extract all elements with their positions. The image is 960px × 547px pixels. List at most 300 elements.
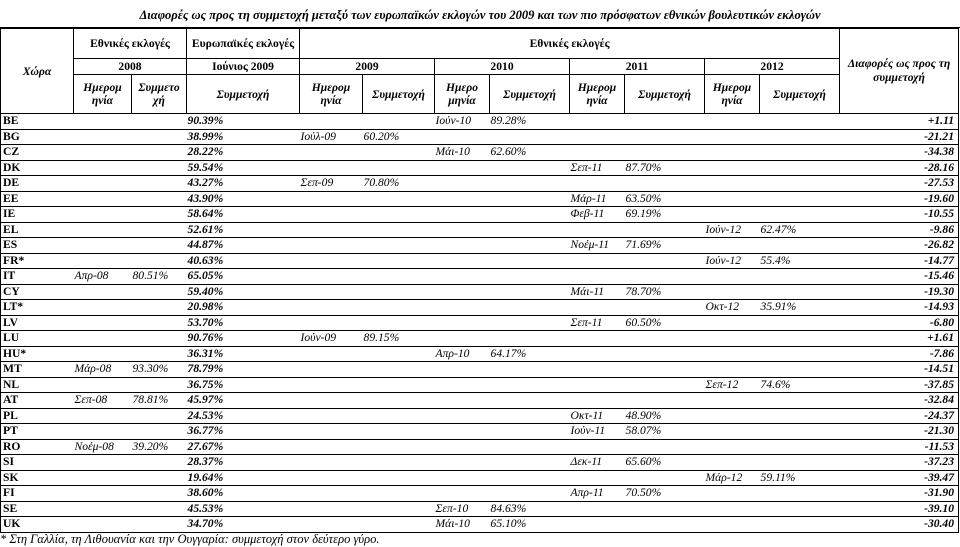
cell-d11 <box>570 393 625 409</box>
cell-t08: 39.20% <box>132 439 169 453</box>
cell-d10 <box>435 207 490 223</box>
cell-d08 <box>74 408 132 424</box>
cell-d10: Απρ-10 <box>435 346 470 360</box>
cell-d10 <box>435 284 490 300</box>
cell-t11 <box>625 222 705 238</box>
table-row <box>1 176 959 192</box>
cell-d12 <box>705 393 760 409</box>
cell-d09 <box>300 284 363 300</box>
cell-t11: 87.70% <box>625 160 662 174</box>
cell-t09 <box>363 362 435 378</box>
cell-diff: -9.86 <box>840 222 959 238</box>
cell-t08 <box>132 284 187 300</box>
cell-t12 <box>760 145 840 161</box>
cell-t09 <box>363 145 435 161</box>
cell-t08 <box>132 145 187 161</box>
cell-eu: 78.79% <box>187 362 224 375</box>
header-national-2008-group: Εθνικές εκλογές <box>74 29 187 59</box>
cell-d10: Μάι-10 <box>435 517 470 530</box>
cell-d09 <box>300 269 363 285</box>
cell-d12 <box>705 114 760 130</box>
cell-d09 <box>300 408 363 424</box>
cell-eu: 44.87% <box>187 238 224 251</box>
cell-t11 <box>625 393 705 409</box>
cell-d08 <box>74 176 132 192</box>
cell-t10 <box>490 408 570 424</box>
cell-d12 <box>705 207 760 223</box>
cell-t09: 70.80% <box>363 176 400 189</box>
cell-t08 <box>132 222 187 238</box>
cell-t09 <box>363 486 435 502</box>
cell-t12 <box>760 455 840 471</box>
cell-t11 <box>625 346 705 362</box>
cell-d11 <box>570 114 625 130</box>
cell-country: FI <box>1 486 74 502</box>
header-year-2011: 2011 <box>570 59 705 75</box>
cell-diff: -32.84 <box>840 393 959 409</box>
turnout-table <box>0 28 959 533</box>
cell-d08 <box>74 486 132 502</box>
cell-t12: 74.6% <box>760 377 791 391</box>
cell-t08 <box>132 253 187 269</box>
cell-t10 <box>490 393 570 409</box>
cell-d10 <box>435 238 490 254</box>
cell-d08 <box>74 191 132 207</box>
cell-d10 <box>435 455 490 471</box>
cell-t09: 89.15% <box>363 331 400 344</box>
cell-t08 <box>132 160 187 176</box>
cell-diff: -6.80 <box>840 315 959 331</box>
header-date-2011: Ημερομ ηνία <box>570 75 625 114</box>
cell-d08 <box>74 377 132 393</box>
cell-t08 <box>132 470 187 486</box>
cell-t11: 71.69% <box>625 238 662 251</box>
cell-d10 <box>435 176 490 192</box>
cell-diff: -37.23 <box>840 455 959 471</box>
cell-t11: 60.50% <box>625 315 662 329</box>
cell-t09 <box>363 300 435 316</box>
cell-diff: -27.53 <box>840 176 959 192</box>
table-row <box>1 408 959 424</box>
cell-eu: 90.76% <box>187 331 224 344</box>
cell-t12 <box>760 346 840 362</box>
header-euro-group: Ευρωπαϊκές εκλογές <box>187 29 300 59</box>
cell-d10 <box>435 300 490 316</box>
cell-t10: 64.17% <box>490 346 527 360</box>
cell-d10 <box>435 315 490 331</box>
cell-t09 <box>363 377 435 393</box>
cell-t11 <box>625 269 705 285</box>
cell-d11: Οκτ-11 <box>570 408 604 422</box>
cell-d11 <box>570 517 625 533</box>
cell-d08: Σεπ-08 <box>74 393 108 406</box>
cell-t10 <box>490 160 570 176</box>
cell-t08 <box>132 377 187 393</box>
cell-t11 <box>625 300 705 316</box>
cell-diff: -37.85 <box>840 377 959 393</box>
cell-t11: 48.90% <box>625 408 662 422</box>
cell-eu: 43.90% <box>187 191 224 205</box>
cell-country: CY <box>1 284 74 300</box>
cell-d10: Ιούν-10 <box>435 114 472 127</box>
cell-t08 <box>132 315 187 331</box>
cell-d09 <box>300 315 363 331</box>
cell-t12 <box>760 362 840 378</box>
cell-country: SE <box>1 501 74 517</box>
cell-d09 <box>300 424 363 440</box>
cell-d10: Μάι-10 <box>435 145 470 158</box>
cell-d09 <box>300 362 363 378</box>
cell-diff: -30.40 <box>840 517 959 533</box>
cell-d11 <box>570 176 625 192</box>
header-year-2009: 2009 <box>300 59 435 75</box>
cell-d12 <box>705 331 760 347</box>
cell-t11: 58.07% <box>625 424 662 437</box>
cell-d11 <box>570 145 625 161</box>
cell-d09 <box>300 238 363 254</box>
header-turnout-2008: Συμμετο χή <box>132 75 187 114</box>
cell-t09 <box>363 408 435 424</box>
cell-d11 <box>570 470 625 486</box>
cell-d11: Μάι-11 <box>570 284 605 298</box>
cell-t08: 93.30% <box>132 362 169 375</box>
cell-d09: Ιούλ-09 <box>300 129 336 143</box>
cell-t09 <box>363 207 435 223</box>
cell-d11 <box>570 269 625 285</box>
cell-t12: 35.91% <box>760 300 797 313</box>
cell-d10 <box>435 253 490 269</box>
cell-d09: Ιούν-09 <box>300 331 337 344</box>
cell-t12: 62.47% <box>760 222 797 236</box>
header-national-group: Εθνικές εκλογές <box>300 29 840 59</box>
cell-d11: Ιούν-11 <box>570 424 606 437</box>
cell-d08 <box>74 517 132 533</box>
cell-country: SK <box>1 470 74 486</box>
cell-eu: 53.70% <box>187 315 224 329</box>
table-row <box>1 517 959 533</box>
cell-diff: -19.60 <box>840 191 959 207</box>
cell-d12: Μάρ-12 <box>705 470 743 484</box>
cell-d12 <box>705 129 760 145</box>
cell-country: IT <box>1 269 74 285</box>
cell-country: CZ <box>1 145 74 161</box>
cell-eu: 38.99% <box>187 129 224 143</box>
cell-t12 <box>760 439 840 455</box>
cell-t11 <box>625 377 705 393</box>
cell-t11: 65.60% <box>625 455 662 468</box>
cell-d10 <box>435 191 490 207</box>
cell-d11 <box>570 300 625 316</box>
cell-country: SI <box>1 455 74 471</box>
cell-d11 <box>570 129 625 145</box>
cell-t12 <box>760 315 840 331</box>
cell-d08 <box>74 253 132 269</box>
cell-country: NL <box>1 377 74 393</box>
table-row <box>1 424 959 440</box>
cell-d12 <box>705 424 760 440</box>
table-row <box>1 455 959 471</box>
cell-country: RO <box>1 439 74 455</box>
cell-t10 <box>490 129 570 145</box>
cell-t12 <box>760 393 840 409</box>
cell-d12 <box>705 501 760 517</box>
cell-d09 <box>300 222 363 238</box>
cell-d09 <box>300 455 363 471</box>
cell-d08 <box>74 160 132 176</box>
cell-d12: Ιούν-12 <box>705 253 742 267</box>
cell-eu: 58.64% <box>187 207 224 220</box>
cell-d09 <box>300 439 363 455</box>
cell-t08 <box>132 191 187 207</box>
cell-d12 <box>705 145 760 161</box>
cell-country: HU* <box>1 346 74 362</box>
cell-diff: -11.53 <box>840 439 959 455</box>
cell-diff: -39.47 <box>840 470 959 486</box>
cell-d11: Δεκ-11 <box>570 455 603 468</box>
cell-t12 <box>760 238 840 254</box>
cell-t09 <box>363 238 435 254</box>
header-date-2012: Ημερομ ηνία <box>705 75 760 114</box>
cell-eu: 27.67% <box>187 439 224 453</box>
header-row-2 <box>1 59 959 75</box>
cell-t12 <box>760 176 840 192</box>
header-date-2008: Ημερομ ηνία <box>74 75 132 114</box>
cell-t10: 65.10% <box>490 517 527 530</box>
cell-t10 <box>490 331 570 347</box>
cell-t11: 70.50% <box>625 486 662 499</box>
cell-t09 <box>363 455 435 471</box>
cell-country: IE <box>1 207 74 223</box>
cell-diff: -14.93 <box>840 300 959 316</box>
cell-t10 <box>490 176 570 192</box>
cell-d10 <box>435 408 490 424</box>
cell-t12 <box>760 517 840 533</box>
cell-d12 <box>705 315 760 331</box>
cell-d12: Σεπ-12 <box>705 377 739 391</box>
cell-diff: -14.51 <box>840 362 959 378</box>
cell-country: LT* <box>1 300 74 316</box>
table-row <box>1 362 959 378</box>
cell-country: ES <box>1 238 74 254</box>
cell-d08 <box>74 455 132 471</box>
cell-d09 <box>300 377 363 393</box>
table-row <box>1 145 959 161</box>
cell-t10 <box>490 207 570 223</box>
cell-t10 <box>490 269 570 285</box>
cell-t08 <box>132 346 187 362</box>
cell-t11 <box>625 439 705 455</box>
table-row <box>1 191 959 207</box>
cell-diff: +1.11 <box>840 114 959 130</box>
header-year-2010: 2010 <box>435 59 570 75</box>
cell-t11: 69.19% <box>625 207 662 220</box>
cell-t10 <box>490 439 570 455</box>
cell-eu: 40.63% <box>187 253 224 267</box>
cell-t10 <box>490 284 570 300</box>
cell-t11: 63.50% <box>625 191 662 205</box>
cell-eu: 36.75% <box>187 377 224 391</box>
cell-eu: 59.40% <box>187 284 224 298</box>
header-country: Χώρα <box>1 29 74 114</box>
cell-t09 <box>363 269 435 285</box>
cell-country: UK <box>1 517 74 533</box>
cell-d12 <box>705 455 760 471</box>
cell-country: MT <box>1 362 74 378</box>
cell-eu: 45.53% <box>187 501 224 515</box>
cell-t10 <box>490 486 570 502</box>
cell-d10 <box>435 470 490 486</box>
cell-eu: 65.05% <box>187 269 224 282</box>
cell-d12 <box>705 176 760 192</box>
header-year-2012: 2012 <box>705 59 840 75</box>
cell-d12: Ιούν-12 <box>705 222 742 236</box>
cell-t12 <box>760 269 840 285</box>
cell-d11 <box>570 331 625 347</box>
cell-eu: 45.97% <box>187 393 224 406</box>
cell-d11 <box>570 222 625 238</box>
cell-diff: -15.46 <box>840 269 959 285</box>
cell-t10 <box>490 238 570 254</box>
table-row <box>1 439 959 455</box>
cell-t08 <box>132 501 187 517</box>
table-row <box>1 346 959 362</box>
cell-eu: 19.64% <box>187 470 224 484</box>
cell-t10: 89.28% <box>490 114 527 127</box>
cell-country: EE <box>1 191 74 207</box>
cell-d11 <box>570 377 625 393</box>
cell-t11 <box>625 470 705 486</box>
cell-t12 <box>760 207 840 223</box>
cell-t11 <box>625 362 705 378</box>
cell-d08 <box>74 331 132 347</box>
cell-diff: -31.90 <box>840 486 959 502</box>
cell-t08 <box>132 486 187 502</box>
cell-d12 <box>705 408 760 424</box>
cell-d12 <box>705 517 760 533</box>
table-row <box>1 377 959 393</box>
cell-diff: -19.30 <box>840 284 959 300</box>
table-row <box>1 114 959 130</box>
cell-t09: 60.20% <box>363 129 400 143</box>
cell-diff: -24.37 <box>840 408 959 424</box>
cell-t08 <box>132 424 187 440</box>
cell-d08 <box>74 129 132 145</box>
cell-t09 <box>363 284 435 300</box>
cell-d10 <box>435 486 490 502</box>
cell-diff: +1.61 <box>840 331 959 347</box>
cell-country: BE <box>1 114 74 130</box>
cell-t12 <box>760 331 840 347</box>
cell-d09 <box>300 191 363 207</box>
cell-country: LV <box>1 315 74 331</box>
cell-d09 <box>300 145 363 161</box>
cell-t09 <box>363 253 435 269</box>
table-row <box>1 253 959 269</box>
header-date-2009: Ημερομ ηνία <box>300 75 363 114</box>
header-turnout-2009: Συμμετοχή <box>363 75 435 114</box>
table-row <box>1 222 959 238</box>
header-turnout-euro: Συμμετοχή <box>187 75 300 114</box>
cell-d09: Σεπ-09 <box>300 176 334 189</box>
cell-diff: -7.86 <box>840 346 959 362</box>
cell-d12 <box>705 160 760 176</box>
table-row <box>1 315 959 331</box>
cell-diff: -28.16 <box>840 160 959 176</box>
header-row-3 <box>1 75 959 114</box>
cell-d10 <box>435 222 490 238</box>
cell-d10 <box>435 362 490 378</box>
cell-d12 <box>705 362 760 378</box>
cell-t12 <box>760 408 840 424</box>
cell-t12 <box>760 160 840 176</box>
cell-eu: 52.61% <box>187 222 224 236</box>
cell-diff: -34.38 <box>840 145 959 161</box>
table-title: Διαφορές ως προς τη συμμετοχή μεταξύ των ευρωπαϊκών εκλογών του 2009 και των πιο πρόσφατων εθνικών βουλευτικών εκλογών <box>0 3 960 28</box>
cell-d09 <box>300 501 363 517</box>
header-euro-date: Ιούνιος 2009 <box>187 59 300 75</box>
cell-d09 <box>300 253 363 269</box>
cell-t11 <box>625 331 705 347</box>
cell-d10 <box>435 129 490 145</box>
cell-country: AT <box>1 393 74 409</box>
cell-t10: 62.60% <box>490 145 527 158</box>
cell-d09 <box>300 160 363 176</box>
cell-t12 <box>760 129 840 145</box>
cell-diff: -14.77 <box>840 253 959 269</box>
cell-d08 <box>74 424 132 440</box>
cell-country: DK <box>1 160 74 176</box>
header-row-1 <box>1 29 959 59</box>
cell-country: PT <box>1 424 74 440</box>
header-year-2008: 2008 <box>74 59 187 75</box>
table-row <box>1 238 959 254</box>
cell-d10 <box>435 160 490 176</box>
cell-eu: 34.70% <box>187 517 224 530</box>
cell-t11 <box>625 176 705 192</box>
cell-country: BG <box>1 129 74 145</box>
cell-t10 <box>490 424 570 440</box>
cell-t09 <box>363 191 435 207</box>
cell-d10 <box>435 331 490 347</box>
table-row <box>1 284 959 300</box>
cell-t10: 84.63% <box>490 501 527 515</box>
cell-t12 <box>760 284 840 300</box>
cell-t09 <box>363 424 435 440</box>
table-row <box>1 300 959 316</box>
cell-t11 <box>625 517 705 533</box>
cell-eu: 36.77% <box>187 424 224 437</box>
cell-d09 <box>300 300 363 316</box>
table-row <box>1 160 959 176</box>
cell-d12 <box>705 191 760 207</box>
cell-d12 <box>705 439 760 455</box>
cell-d08 <box>74 346 132 362</box>
cell-t08 <box>132 238 187 254</box>
cell-d11 <box>570 439 625 455</box>
cell-t10 <box>490 300 570 316</box>
cell-d08 <box>74 315 132 331</box>
header-turnout-2010: Συμμετοχή <box>490 75 570 114</box>
cell-t08 <box>132 331 187 347</box>
cell-d08: Νοέμ-08 <box>74 439 114 453</box>
cell-diff: -21.21 <box>840 129 959 145</box>
cell-t09 <box>363 315 435 331</box>
cell-t11 <box>625 114 705 130</box>
cell-d09 <box>300 114 363 130</box>
cell-t10 <box>490 191 570 207</box>
header-diff: Διαφορές ως προς τη συμμετοχή <box>840 29 959 114</box>
cell-eu: 20.98% <box>187 300 224 313</box>
